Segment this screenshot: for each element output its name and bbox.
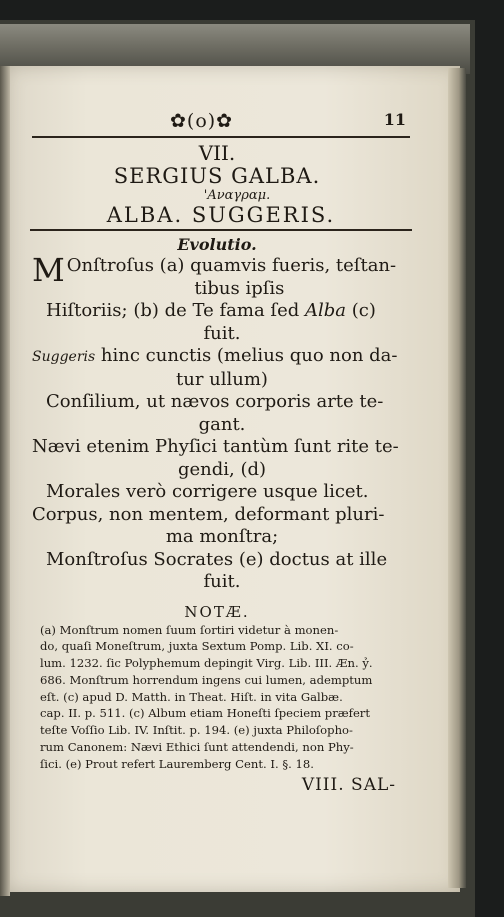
verse-text: Hiſtoriis; (b) de Te fama ſed [46, 300, 305, 321]
note-line: (a) Monſtrum nomen ſuum ſortiri videtur à monen- [40, 622, 339, 637]
catchword: VIII. SAL- [301, 774, 396, 795]
note-line: eſt. (c) apud D. Matth. in Theat. Hiſt. in vita Galbæ. [40, 689, 343, 704]
verse-line: ma monſtra; [165, 526, 279, 547]
note-line: ſici. (e) Prout refert Lauremberg Cent. I. §. 18. [40, 756, 314, 771]
note-line: do, quaſi Moneſtrum, juxta Sextum Pomp. Lib. XI. co- [40, 639, 354, 654]
page-edge [448, 68, 466, 888]
verse-italic: Alba [304, 300, 346, 321]
drop-cap: M [32, 251, 65, 289]
verse-line: gendi, (d) [177, 458, 267, 480]
note-line: rum Canonem: Nævi Ethici ſunt attendendi, non Phy- [40, 740, 354, 755]
epigram-title: SERGIUS GALBA. [113, 164, 321, 188]
verse-line [22, 300, 412, 323]
verse-line: Conſilium, ut nævos corporis arte te- [46, 391, 384, 412]
page-number: 11 [383, 110, 406, 129]
section-heading: Evolutio. [177, 235, 257, 254]
verse-line: Monſtroſus Socrates (e) doctus at ille [46, 548, 388, 570]
verse-line: gant. [198, 413, 246, 435]
verse-italic: Suggeris [32, 349, 96, 365]
verse-line: tur ullum) [176, 368, 268, 390]
header-ornament: ✿(o)✿ [170, 110, 234, 132]
note-line: cap. II. p. 511. (c) Album etiam Honeſti ſpeciem præfert [40, 706, 371, 721]
notes-title: NOTÆ. [184, 602, 250, 621]
verse-text: Onſtroſus (a) quamvis fueris, teſtan- [66, 255, 397, 276]
verse-line: Corpus, non mentem, deformant pluri- [32, 503, 385, 525]
verse-line [22, 345, 412, 369]
poem [22, 251, 412, 594]
verse-line: Morales verò corrigere usque licet. [46, 481, 369, 502]
verse-text: hinc cunctis (melius quo non da- [95, 345, 398, 366]
verse-line: fuit. [203, 322, 241, 344]
verse-line: Nævi etenim Phyſici tantùm ſunt rite te- [32, 436, 399, 457]
verse-line: tibus ipſis [194, 277, 285, 299]
anagram-label: 'Αναγραμ. [203, 188, 271, 203]
running-header [32, 110, 410, 138]
page-text [22, 110, 412, 795]
note-line: lum. 1232. ſic Polyphemum depingit Virg. Lib. III. Æn. ỷ. [40, 656, 373, 671]
note-line: 686. Monſtrum horrendum ingens cui lumen, ademptum [40, 672, 373, 687]
verse-line: fuit. [203, 571, 241, 592]
notes [22, 622, 412, 773]
epigram-number: VII. [198, 141, 236, 165]
verse-text: (c) [346, 300, 376, 321]
note-line: teſte Voſſio Lib. IV. Inſtit. p. 194. (e) juxta Philoſopho- [40, 723, 353, 738]
book-spine [0, 66, 10, 896]
anagram-text: ALBA. SUGGERIS. [30, 203, 412, 231]
